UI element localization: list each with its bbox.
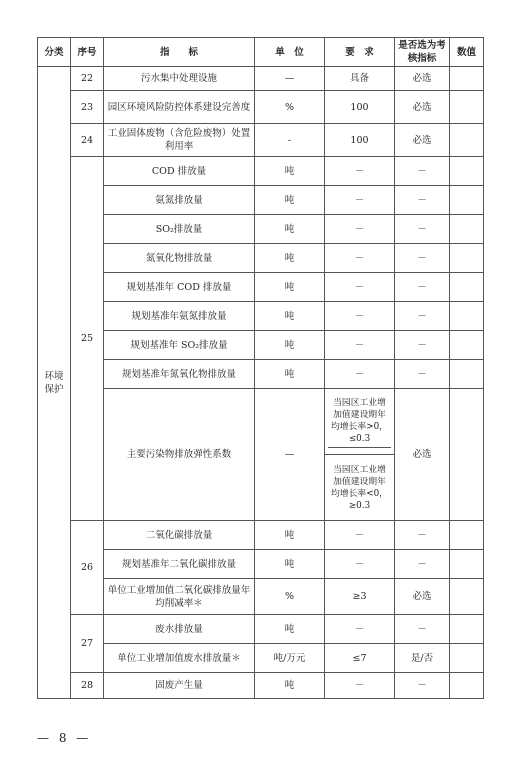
unit-cell: 吨 — [255, 244, 325, 273]
indicator-cell: 工业固体废物（含危险废物）处置利用率 — [104, 124, 255, 157]
unit-cell: 吨 — [255, 521, 325, 550]
unit-cell: - — [255, 124, 325, 157]
indicator-cell: COD 排放量 — [104, 157, 255, 186]
table-row — [38, 644, 484, 673]
table-row — [38, 157, 484, 186]
assessment-cell: 必选 — [395, 91, 450, 124]
requirement-cell: － — [325, 244, 395, 273]
value-cell[interactable] — [450, 644, 484, 673]
requirement-cell: ≥3 — [325, 579, 395, 615]
unit-cell: 吨 — [255, 360, 325, 389]
header-category: 分类 — [38, 38, 71, 67]
unit-cell: % — [255, 91, 325, 124]
indicator-cell: 废水排放量 — [104, 615, 255, 644]
assessment-cell: 必选 — [395, 579, 450, 615]
value-cell[interactable] — [450, 91, 484, 124]
unit-cell: 吨 — [255, 186, 325, 215]
value-cell[interactable] — [450, 157, 484, 186]
assessment-cell: － — [395, 186, 450, 215]
seq-cell: 26 — [71, 521, 104, 615]
indicator-cell: 园区环境风险防控体系建设完善度 — [104, 91, 255, 124]
requirement-cell: － — [325, 521, 395, 550]
category-cell: 环境保护 — [38, 67, 71, 699]
table-row — [38, 273, 484, 302]
unit-cell: 吨 — [255, 615, 325, 644]
unit-cell: — — [255, 67, 325, 91]
indicator-cell: SO₂排放量 — [104, 215, 255, 244]
value-cell[interactable] — [450, 579, 484, 615]
table-row — [38, 91, 484, 124]
requirement-cell: － — [325, 157, 395, 186]
header-row — [38, 38, 484, 67]
requirement-cell: － — [325, 186, 395, 215]
header-seq: 序号 — [71, 38, 104, 67]
indicator-cell: 氮氧化物排放量 — [104, 244, 255, 273]
seq-cell: 24 — [71, 124, 104, 157]
unit-cell: 吨 — [255, 215, 325, 244]
requirement-cell — [325, 455, 395, 521]
unit-cell: % — [255, 579, 325, 615]
seq-cell: 22 — [71, 67, 104, 91]
assessment-cell: － — [395, 273, 450, 302]
indicator-cell: 规划基准年 SO₂排放量 — [104, 331, 255, 360]
unit-cell: 吨/万元 — [255, 644, 325, 673]
value-cell[interactable] — [450, 673, 484, 699]
value-cell[interactable] — [450, 67, 484, 91]
unit-cell: 吨 — [255, 331, 325, 360]
table-row — [38, 124, 484, 157]
value-cell[interactable] — [450, 215, 484, 244]
value-cell[interactable] — [450, 124, 484, 157]
requirement-cell: 100 — [325, 124, 395, 157]
requirement-cell: － — [325, 673, 395, 699]
assessment-cell: － — [395, 673, 450, 699]
table-row — [38, 244, 484, 273]
value-cell[interactable] — [450, 389, 484, 521]
indicator-cell: 主要污染物排放弹性系数 — [104, 389, 255, 521]
header-requirement: 要 求 — [325, 38, 395, 67]
requirement-cell: 100 — [325, 91, 395, 124]
table-row — [38, 360, 484, 389]
seq-cell: 27 — [71, 615, 104, 673]
requirement-positive-growth: 当园区工业增加值建设期年均增长率>0，≤0.3 — [328, 395, 391, 448]
requirement-cell: 具备 — [325, 67, 395, 91]
assessment-cell: － — [395, 215, 450, 244]
header-indicator: 指 标 — [104, 38, 255, 67]
seq-cell: 25 — [71, 157, 104, 521]
indicator-cell: 规划基准年氨氮排放量 — [104, 302, 255, 331]
requirement-cell: － — [325, 215, 395, 244]
requirement-cell: － — [325, 273, 395, 302]
indicator-table — [37, 37, 484, 699]
indicator-cell: 二氧化碳排放量 — [104, 521, 255, 550]
value-cell[interactable] — [450, 273, 484, 302]
requirement-cell: － — [325, 331, 395, 360]
value-cell[interactable] — [450, 550, 484, 579]
value-cell[interactable] — [450, 360, 484, 389]
unit-cell: 吨 — [255, 157, 325, 186]
unit-cell: 吨 — [255, 550, 325, 579]
indicator-cell: 规划基准年二氧化碳排放量 — [104, 550, 255, 579]
requirement-cell: － — [325, 615, 395, 644]
value-cell[interactable] — [450, 521, 484, 550]
header-assessment: 是否选为考核指标 — [395, 38, 450, 67]
assessment-cell: － — [395, 550, 450, 579]
table-row — [38, 673, 484, 699]
unit-cell: 吨 — [255, 673, 325, 699]
table-row — [38, 302, 484, 331]
table-row — [38, 521, 484, 550]
requirement-cell — [325, 389, 395, 455]
unit-cell: 吨 — [255, 273, 325, 302]
assessment-cell: － — [395, 331, 450, 360]
table-row — [38, 331, 484, 360]
table-row — [38, 67, 484, 91]
indicator-cell: 规划基准年氮氧化物排放量 — [104, 360, 255, 389]
assessment-cell: 是/否 — [395, 644, 450, 673]
indicator-cell: 规划基准年 COD 排放量 — [104, 273, 255, 302]
assessment-cell: － — [395, 615, 450, 644]
assessment-cell: － — [395, 302, 450, 331]
indicator-cell: 单位工业增加值废水排放量＊ — [104, 644, 255, 673]
assessment-cell: － — [395, 521, 450, 550]
table-row — [38, 615, 484, 644]
indicator-cell: 固废产生量 — [104, 673, 255, 699]
assessment-cell: － — [395, 244, 450, 273]
requirement-cell: ≤7 — [325, 644, 395, 673]
page-number: — 8 — — [37, 731, 92, 745]
table-row — [38, 550, 484, 579]
requirement-negative-growth: 当园区工业增加值建设期年均增长率<0，≥0.3 — [331, 464, 388, 511]
unit-cell: — — [255, 389, 325, 521]
header-value: 数值 — [450, 38, 484, 67]
value-cell[interactable] — [450, 615, 484, 644]
requirement-cell: － — [325, 550, 395, 579]
assessment-cell: 必选 — [395, 124, 450, 157]
assessment-cell: 必选 — [395, 67, 450, 91]
assessment-cell: － — [395, 157, 450, 186]
value-cell[interactable] — [450, 244, 484, 273]
indicator-cell: 污水集中处理设施 — [104, 67, 255, 91]
requirement-cell: － — [325, 360, 395, 389]
value-cell[interactable] — [450, 331, 484, 360]
table-row — [38, 579, 484, 615]
table-row — [38, 186, 484, 215]
assessment-cell: － — [395, 360, 450, 389]
indicator-cell: 氨氮排放量 — [104, 186, 255, 215]
indicator-cell: 单位工业增加值二氧化碳排放量年均削减率＊ — [104, 579, 255, 615]
seq-cell: 28 — [71, 673, 104, 699]
requirement-cell: － — [325, 302, 395, 331]
value-cell[interactable] — [450, 302, 484, 331]
table-row — [38, 389, 484, 455]
seq-cell: 23 — [71, 91, 104, 124]
value-cell[interactable] — [450, 186, 484, 215]
header-unit: 单 位 — [255, 38, 325, 67]
table-row — [38, 215, 484, 244]
assessment-cell: 必选 — [395, 389, 450, 521]
unit-cell: 吨 — [255, 302, 325, 331]
